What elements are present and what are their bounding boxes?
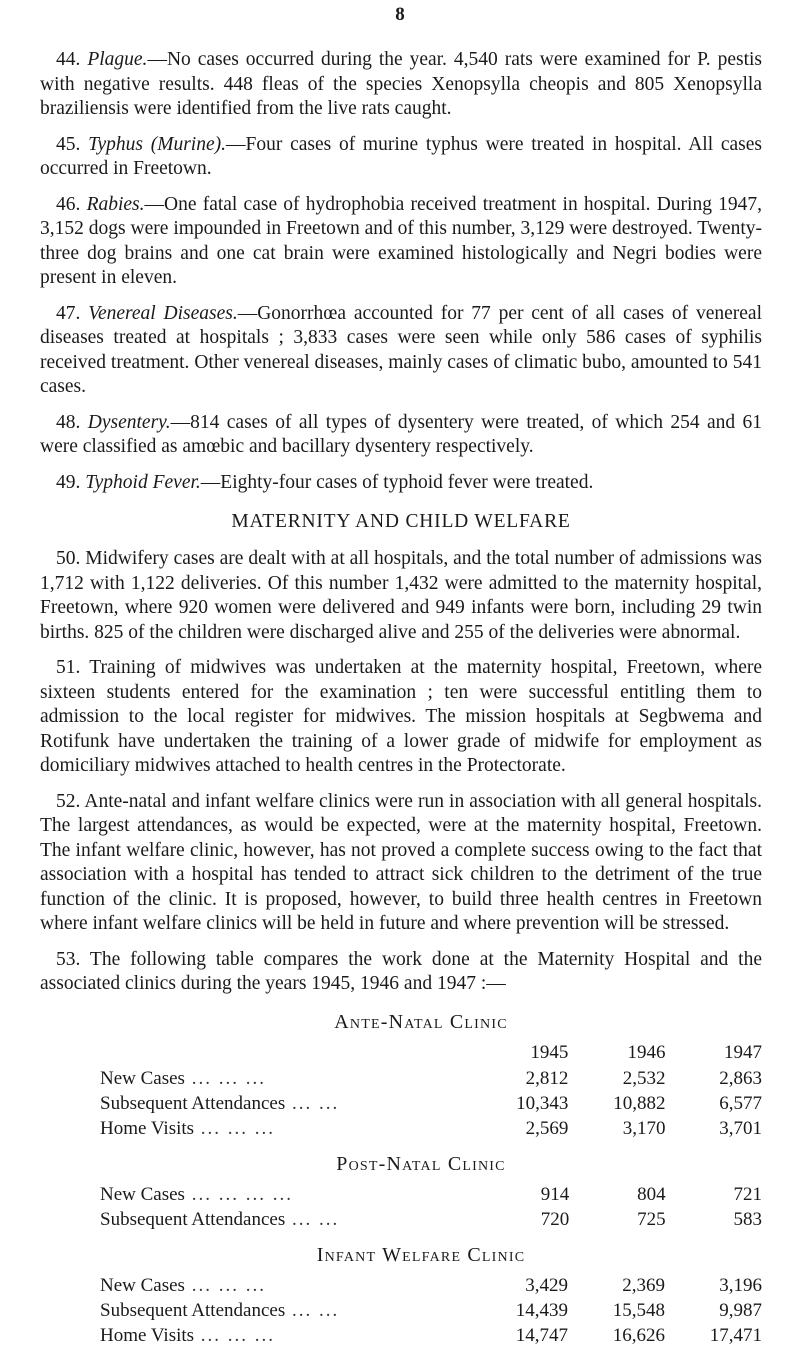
text-body: [40, 48, 762, 1360]
table-row: [100, 1091, 762, 1116]
value-cell: 3,701: [719, 1117, 762, 1139]
clinic-tables: [40, 1011, 762, 1348]
leader-dots: ... ... ...: [184, 1067, 266, 1089]
leader-dots: ... ... ...: [194, 1117, 276, 1139]
row-label-text: Subsequent Attendances: [100, 1208, 286, 1230]
paragraph-number: 51.: [56, 657, 81, 678]
table-title: Post-Natal Clinic: [336, 1152, 506, 1175]
row-label: [100, 1116, 471, 1141]
row-label-text: New Cases: [100, 1274, 185, 1296]
table-row: [100, 1273, 762, 1298]
value-cell: 725: [637, 1208, 666, 1230]
year-header: 1947: [724, 1041, 762, 1063]
paragraph-number: 49.: [56, 471, 81, 493]
row-label: [100, 1182, 473, 1207]
row-label-text: Home Visits: [100, 1324, 195, 1346]
clinic-table: [100, 1182, 762, 1232]
table-row: [100, 1207, 762, 1232]
value-cell: 16,626: [612, 1324, 666, 1346]
year-header: 1946: [627, 1041, 666, 1063]
value-cell: 914: [540, 1183, 570, 1205]
paragraph-text: —814 cases of all types of dysentery were treated, of which 254 and 61 were classified as amœbic and bacillary dysentery respectively.: [40, 411, 763, 457]
row-label-text: New Cases: [100, 1183, 185, 1205]
table-row: [100, 1116, 762, 1141]
value-cell: 2,569: [525, 1117, 569, 1139]
leader-dots: ... ... ...: [184, 1274, 266, 1296]
clinic-table-block: [40, 1153, 762, 1232]
table-row: [100, 1298, 762, 1323]
table-row: [100, 1182, 762, 1207]
clinic-table-block: [40, 1011, 762, 1141]
table-row: [100, 1066, 762, 1091]
row-label: [100, 1323, 471, 1348]
paragraph-text: —No cases occurred during the year. 4,540 rats were examined for P. pestis with negative results. 448 fleas of the species Xenopsylla cheopis and 805 Xenopsylla braziliensis were identified from the live rats caught.: [40, 49, 762, 119]
value-cell: 2,812: [525, 1067, 569, 1089]
leader-dots: ... ...: [285, 1208, 340, 1230]
row-label: [100, 1207, 473, 1232]
value-cell: 14,747: [515, 1324, 569, 1346]
paragraph-number: 44.: [56, 49, 81, 70]
value-cell: 583: [733, 1208, 762, 1230]
paragraph: [40, 790, 762, 937]
paragraph-title: Typhus (Murine).: [88, 133, 226, 155]
paragraph-text: —Four cases of murine typhus were treated in hospital. All cases occurred in Freetown.: [40, 133, 762, 179]
row-label-text: Subsequent Attendances: [100, 1092, 286, 1114]
row-label-text: Home Visits: [100, 1117, 195, 1139]
value-cell: 10,882: [613, 1092, 666, 1114]
paragraph-number: 50.: [56, 548, 81, 569]
paragraph: [40, 302, 762, 400]
row-label: [100, 1273, 471, 1298]
paragraph: [40, 656, 762, 779]
row-label-text: New Cases: [100, 1067, 185, 1089]
paragraph-number: 48.: [56, 411, 81, 433]
paragraph-title: Venereal Diseases.: [88, 302, 238, 324]
clinic-table: [100, 1273, 762, 1348]
value-cell: 2,369: [622, 1274, 666, 1296]
paragraph-title: Rabies.: [86, 193, 145, 215]
paragraph-number: 52.: [56, 790, 81, 812]
clinic-table-block: [40, 1244, 762, 1348]
year-header: 1945: [530, 1041, 569, 1063]
value-cell: 720: [540, 1208, 570, 1230]
value-cell: 3,170: [622, 1117, 666, 1139]
value-cell: 2,863: [719, 1067, 762, 1089]
paragraph-text: Ante-natal and infant welfare clinics were run in association with all general hospitals. The largest attendances, as would be expected, were at the maternity hospital, Freetown. The infant welfare clinic, however, has not proved a complete success owing to the fact that association with a hospital has tended to attract sick children to the detriment of the true function of the clinic. It is proposed, however, to build three health centres in Freetown where infant welfare clinics will be held in future and where prevention will be stressed.: [40, 790, 762, 934]
disease-paragraphs: [40, 48, 762, 495]
paragraph-number: 45.: [56, 133, 81, 155]
table-title: Infant Welfare Clinic: [316, 1243, 526, 1266]
leader-dots: ... ...: [285, 1092, 340, 1114]
paragraph-title: Dysentery.: [87, 411, 171, 433]
paragraph-text: Midwifery cases are dealt with at all hospitals, and the total number of admissions was 1,712 with 1,122 deliveries. Of this number 1,432 were admitted to the maternity hospital, Freetown, where 920 women were delivered and 949 infants were born, including 29 twin births. 825 of the children were discharged alive and 255 of the deliveries were abnormal.: [40, 548, 762, 643]
value-cell: 804: [637, 1183, 666, 1205]
paragraph: [40, 547, 762, 645]
table-title: Ante-Natal Clinic: [334, 1010, 508, 1033]
paragraph-number: 46.: [56, 193, 81, 215]
row-label: [100, 1066, 471, 1091]
value-cell: 2,532: [622, 1067, 666, 1089]
row-label: [100, 1298, 471, 1323]
paragraph: [40, 471, 762, 496]
paragraph: [40, 48, 762, 122]
value-cell: 17,471: [709, 1324, 762, 1346]
value-cell: 14,439: [515, 1299, 569, 1321]
paragraph-text: —Gonorrhœa accounted for 77 per cent of all cases of venereal diseases treated at hospitals ; 3,833 cases were seen while only 586 cases of syphilis received treatment. Other venereal diseases, mainly cases of climatic bubo, amounted to 541 cases.: [40, 302, 762, 397]
paragraph: [40, 133, 762, 182]
maternity-paragraphs: [40, 547, 762, 997]
year-header-row: [100, 1040, 762, 1066]
row-label-text: Subsequent Attendances: [100, 1299, 286, 1321]
clinic-table: [100, 1040, 762, 1141]
value-cell: 3,429: [525, 1274, 569, 1296]
leader-dots: ... ... ...: [194, 1324, 276, 1346]
value-cell: 10,343: [516, 1092, 569, 1114]
table-row: [100, 1323, 762, 1348]
paragraph-title: Typhoid Fever.: [85, 471, 201, 493]
leader-dots: ... ...: [285, 1299, 340, 1321]
paragraph-number: 53.: [56, 948, 81, 970]
value-cell: 9,987: [719, 1299, 762, 1321]
paragraph: [40, 948, 762, 997]
paragraph: [40, 411, 762, 460]
section-heading: MATERNITY AND CHILD WELFARE: [231, 511, 571, 532]
value-cell: 6,577: [719, 1092, 762, 1114]
paragraph: [40, 193, 762, 291]
value-cell: 3,196: [719, 1274, 762, 1296]
value-cell: 15,548: [612, 1299, 666, 1321]
page-number: 8: [395, 4, 405, 25]
leader-dots: ... ... ... ...: [184, 1183, 293, 1205]
paragraph-text: —One fatal case of hydrophobia received treatment in hospital. During 1947, 3,152 dogs were impounded in Freetown and of this number, 3,129 were destroyed. Twenty-three dog brains and one cat brain were examined histologically and Negri bodies were present in eleven.: [40, 193, 763, 288]
value-cell: 721: [733, 1183, 762, 1205]
paragraph-title: Plague.: [87, 49, 148, 70]
paragraph-text: Training of midwives was undertaken at the maternity hospital, Freetown, where sixteen students entered for the examination ; ten were successful entitling them to admission to the local register for midwives. The mission hospitals at Segbwema and Rotifunk have undertaken the training of a lower grade of midwife for employment as domiciliary midwives attached to health centres in the Protectorate.: [40, 657, 762, 776]
blank-cell: [100, 1040, 471, 1066]
paragraph-text: —Eighty-four cases of typhoid fever were treated.: [200, 471, 594, 493]
row-label: [100, 1091, 471, 1116]
paragraph-number: 47.: [56, 302, 81, 324]
paragraph-text: The following table compares the work done at the Maternity Hospital and the associated clinics during the years 1945, 1946 and 1947 :—: [40, 948, 762, 994]
